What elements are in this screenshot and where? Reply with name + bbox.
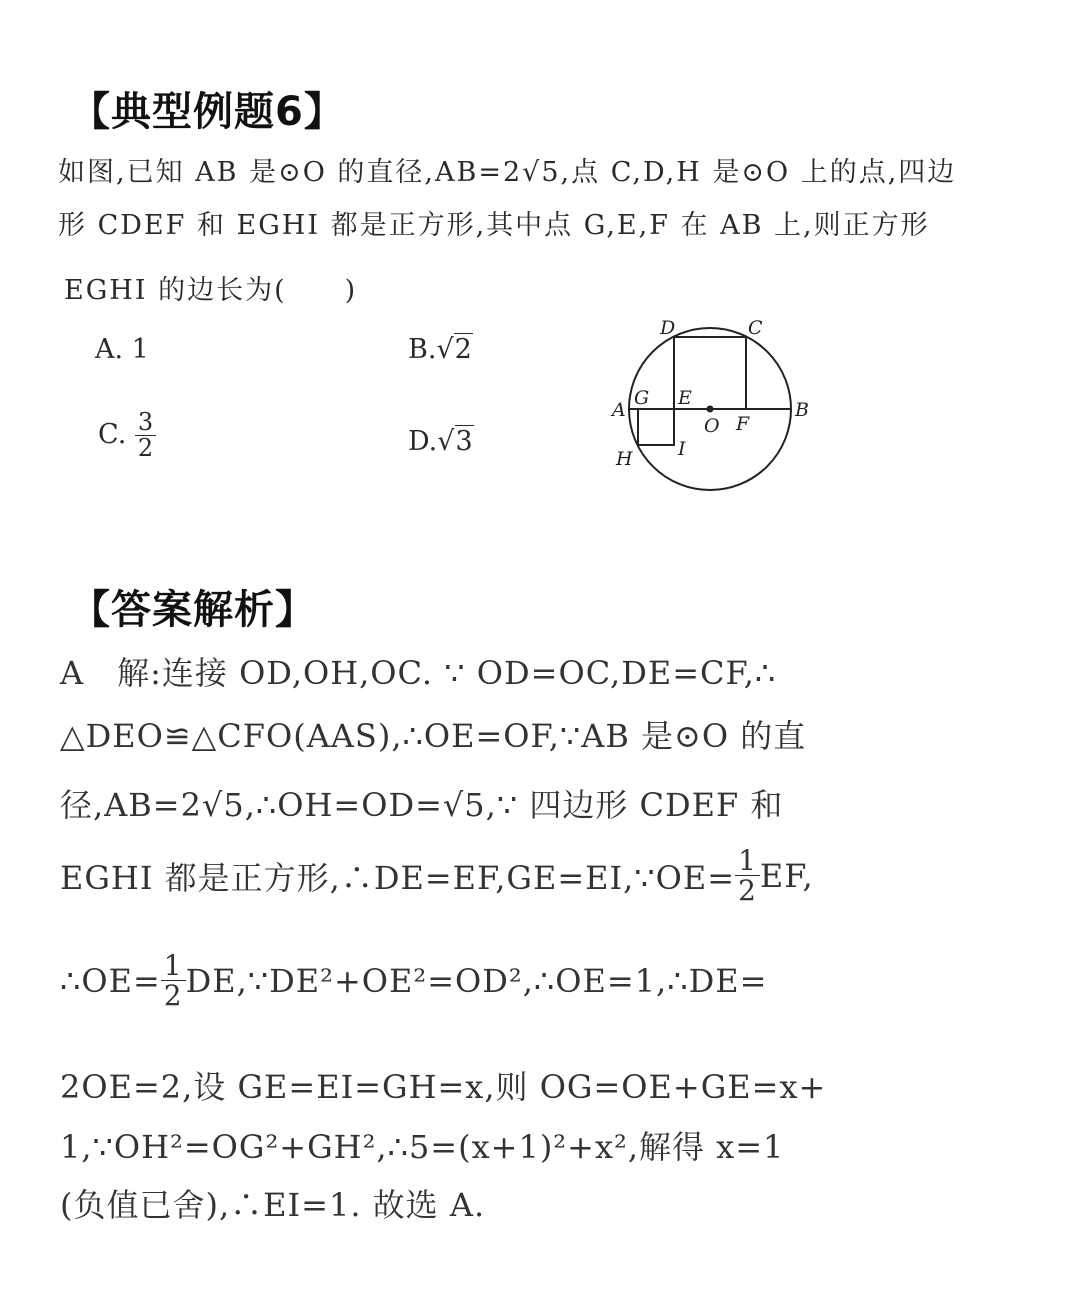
answer-line-7: 1,∵OH²=OG²+GH²,∴5=(x+1)²+x²,解得 x=1 xyxy=(60,1128,785,1166)
answer-line-4-denominator: 2 xyxy=(738,874,757,908)
label-g: G xyxy=(634,387,650,409)
answer-heading: 【答案解析】 xyxy=(70,587,316,633)
question-heading: 【典型例题6】 xyxy=(70,89,345,135)
answer-line-5-fraction xyxy=(161,951,186,1011)
square-eghi xyxy=(638,409,674,445)
label-b: B xyxy=(795,399,809,421)
question-line-1: 如图,已知 AB 是⊙O 的直径,AB=2√5,点 C,D,H 是⊙O 上的点,四边 xyxy=(58,157,957,188)
answer-line-3: 径,AB=2√5,∴OH=OD=√5,∵ 四边形 CDEF 和 xyxy=(60,786,784,824)
answer-line-2: △DEO≌△CFO(AAS),∴OE=OF,∵AB 是⊙O 的直 xyxy=(60,717,807,755)
choice-b-sqrt: √2 xyxy=(436,334,472,365)
answer-line-4-fraction xyxy=(735,846,760,906)
choice-a: A. 1 xyxy=(95,334,149,365)
answer-line-1: A 解:连接 OD,OH,OC. ∵ OD=OC,DE=CF,∴ xyxy=(60,654,777,692)
label-o: O xyxy=(704,415,720,437)
choice-c-fraction xyxy=(135,410,156,461)
answer-line-5-denominator: 2 xyxy=(163,979,183,1013)
label-d: D xyxy=(660,317,676,339)
answer-line-4-a: EGHI 都是正方形,∴DE=EF,GE=EI,∵OE= xyxy=(60,858,736,897)
label-e: E xyxy=(678,387,692,409)
label-f: F xyxy=(736,413,750,435)
choice-d-prefix: D. xyxy=(408,426,438,457)
question-line-2: 形 CDEF 和 EGHI 都是正方形,其中点 G,E,F 在 AB 上,则正方形 xyxy=(58,210,930,241)
choice-d xyxy=(408,426,474,457)
choice-d-sqrt: √3 xyxy=(437,426,473,457)
answer-line-5-b: DE,∵DE²+OE²=OD²,∴OE=1,∴DE= xyxy=(185,961,768,1000)
answer-line-5-numerator: 1 xyxy=(161,951,186,981)
answer-line-5-a: ∴OE= xyxy=(60,961,161,1000)
choice-b xyxy=(408,334,473,365)
choice-d-radicand: 3 xyxy=(455,426,473,457)
choice-c xyxy=(98,410,156,461)
label-a: A xyxy=(612,399,626,421)
answer-line-6: 2OE=2,设 GE=EI=GH=x,则 OG=OE+GE=x+ xyxy=(60,1068,827,1106)
choice-c-numerator: 3 xyxy=(135,410,156,436)
question-line-3: EGHI 的边长为( ) xyxy=(64,275,358,306)
answer-line-4-numerator: 1 xyxy=(735,846,760,876)
label-i: I xyxy=(678,438,686,460)
choice-b-radicand: 2 xyxy=(454,334,472,365)
choice-c-prefix: C. xyxy=(98,419,127,451)
choice-b-prefix: B. xyxy=(408,334,437,365)
center-point-o xyxy=(707,406,714,413)
answer-line-8: (负值已舍),∴EI=1. 故选 A. xyxy=(60,1186,486,1224)
label-h: H xyxy=(616,448,633,470)
answer-line-4 xyxy=(60,846,1005,906)
label-c: C xyxy=(748,317,763,339)
answer-line-5 xyxy=(60,951,1005,1011)
geometry-diagram xyxy=(600,310,830,500)
choice-c-denominator: 2 xyxy=(137,434,154,463)
answer-line-4-b: EF, xyxy=(759,856,814,895)
